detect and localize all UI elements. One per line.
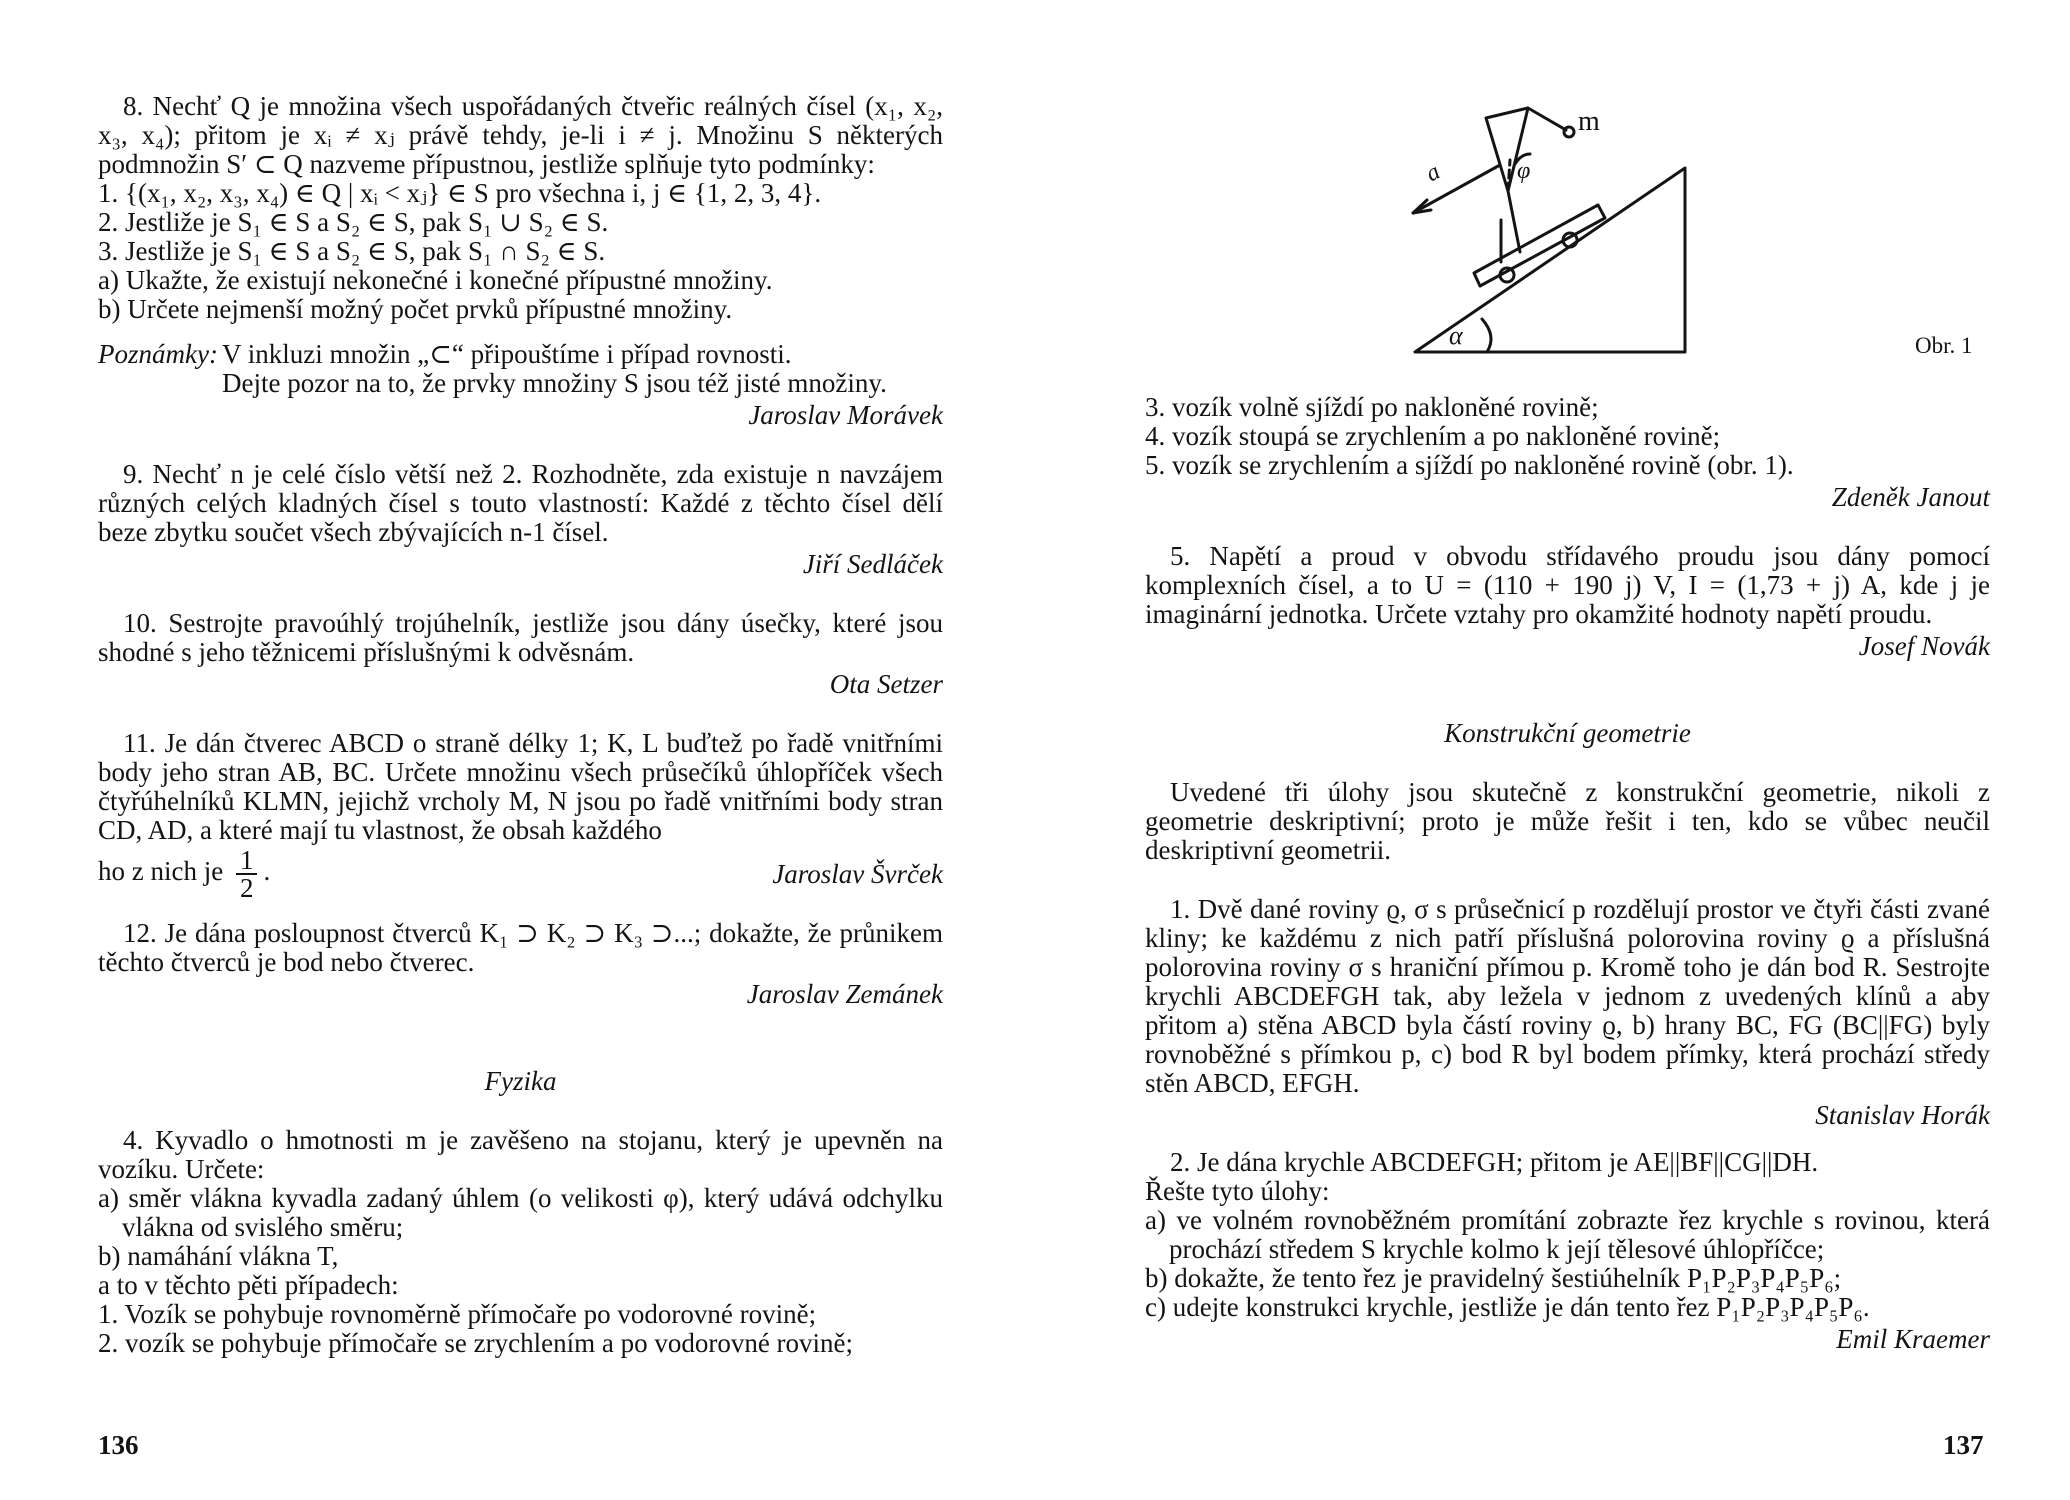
physics-4-case-1: 1. Vozík se pohybuje rovnoměrně přímočaře po vodorovné rovině; <box>98 1299 817 1329</box>
problem-8-condition-1: 1. {(x₁, x₂, x₃, x₄) ∈ Q | xᵢ < xⱼ} ∈ S pro všechna i, j ∈ {1, 2, 3, 4}. <box>98 178 822 208</box>
geometry-2-task-a: a) ve volném rovnoběžném promítání zobrazte řez krychle s rovinou, která prochází středem S krychle kolmo k její tělesové úhlopříčce; <box>1145 1205 1990 1264</box>
geometry-intro: Uvedené tři úlohy jsou skutečně z konstrukční geometrie, nikoli z geometrie deskriptivní; proto je může řešit i ten, kdo se vůbec neučil deskriptivní geometrii. <box>1145 777 1990 865</box>
geometry-2-author: Emil Kraemer <box>1836 1324 1990 1354</box>
problem-8-task-a: a) Ukažte, že existují nekonečné i konečné přípustné množiny. <box>98 265 773 295</box>
right-page <box>1035 0 2070 1500</box>
cart-platform <box>1474 205 1605 286</box>
problem-9-statement: 9. Nechť n je celé číslo větší než 2. Rozhodněte, zda existuje n navzájem různých celých kladných čísel s touto vlastností: Každé z těchto čísel dělí beze zbytku součet všech zbývajících n-1 čísel. <box>98 459 943 547</box>
fraction-denominator: 2 <box>239 873 254 903</box>
problem-11-end: z nich je <box>131 856 224 887</box>
fraction-numerator: 1 <box>236 847 258 875</box>
physics-5-author: Josef Novák <box>1858 631 1990 661</box>
geometry-2-task-c: c) udejte konstrukci krychle, jestliže je dán tento řez P₁P₂P₃P₄P₅P₆. <box>1145 1292 1870 1322</box>
problem-12-statement: 12. Je dána posloupnost čtverců K₁ ⊃ K₂ ⊃ K₃ ⊃...; dokažte, že průnikem těchto čtverců je bod nebo čtverec. <box>98 918 943 977</box>
note-line-1: V inkluzi množin „⊂“ připouštíme i případ rovnosti. <box>222 339 792 369</box>
inclined-plane-figure <box>1385 88 1955 368</box>
problem-12-author: Jaroslav Zemánek <box>746 979 943 1009</box>
problem-9-author: Jiří Sedláček <box>802 549 943 579</box>
problem-11-last-line <box>98 847 943 901</box>
problem-11-syllable: ho <box>98 856 125 887</box>
problem-11-author: Jaroslav Švrček <box>772 858 943 889</box>
problem-8-condition-2: 2. Jestliže je S₁ ∈ S a S₂ ∈ S, pak S₁ ∪ S₂ ∈ S. <box>98 207 609 237</box>
problem-8-note <box>98 340 943 398</box>
problem-11-fraction-line: ho z nich je $\frac{1}{2}$ . <box>98 845 271 903</box>
figure-label-phi: φ <box>1517 158 1531 184</box>
figure-label-a: a <box>1421 158 1445 188</box>
note-line-2: Dejte pozor na to, že prvky množiny S jsou též jisté množiny. <box>222 368 887 398</box>
physics-4-case-4: 4. vozík stoupá se zrychlením a po nakloněné rovině; <box>1145 421 1721 451</box>
physics-4-case-2: 2. vozík se pohybuje přímočaře se zrychlením a po vodorovné rovině; <box>98 1328 854 1358</box>
problem-8-task-b: b) Určete nejmenší možný počet prvků přípustné množiny. <box>98 294 733 324</box>
problem-8-author: Jaroslav Morávek <box>748 400 943 430</box>
geometry-2-tasks-intro: Řešte tyto úlohy: <box>1145 1176 1330 1206</box>
geometry-2-statement: 2. Je dána krychle ABCDEFGH; přitom je AE||BF||CG||DH. <box>1170 1147 1819 1177</box>
problem-8-condition-3: 3. Jestliže je S₁ ∈ S a S₂ ∈ S, pak S₁ ∩ S₂ ∈ S. <box>98 236 606 266</box>
note-body <box>222 340 943 398</box>
figure-caption: Obr. 1 <box>1915 333 1973 358</box>
figure-label-m: m <box>1578 106 1600 137</box>
page-number-right: 137 <box>1943 1430 1984 1460</box>
physics-4-statement: 4. Kyvadlo o hmotnosti m je zavěšeno na stojanu, který je upevněn na vozíku. Určete: <box>98 1125 943 1184</box>
physics-4-task-a: a) směr vlákna kyvadla zadaný úhlem (o velikosti φ), který udává odchylku vlákna od svislého směru; <box>98 1183 943 1242</box>
pendulum-bob <box>1564 127 1574 137</box>
physics-4-cases-intro: a to v těchto pěti případech: <box>98 1270 399 1300</box>
physics-4-case-3: 3. vozík volně sjíždí po nakloněné rovině; <box>1145 392 1599 422</box>
geometry-1-author: Stanislav Horák <box>1815 1100 1990 1130</box>
vertical-reference <box>1508 160 1510 191</box>
problem-10-author: Ota Setzer <box>829 669 943 699</box>
problem-11-statement: 11. Je dán čtverec ABCD o straně délky 1; K, L buďtež po řadě vnitřními body jeho stran AB, BC. Určete množinu všech průsečíků úhlopříček všech čtyřúhelníků KLMN, jejichž vrcholy M, N jsou po řadě vnitřními body stran CD, AD, a které mají tu vlastnost, že obsah každého <box>98 728 943 845</box>
note-label: Poznámky: <box>98 339 218 369</box>
physics-4-task-b: b) namáhání vlákna T, <box>98 1241 339 1271</box>
physics-5-statement: 5. Napětí a proud v obvodu střídavého proudu jsou dány pomocí komplexních čísel, a to U = (110 + 190 j) V, I = (1,73 + j) A, kde j je imaginární jednotka. Určete vztahy pro okamžité hodnoty napětí proudu. <box>1145 541 1990 629</box>
fraction-one-half <box>236 847 258 901</box>
right-text-column <box>1145 393 1990 1354</box>
left-text-column <box>98 92 943 1358</box>
physics-4-case-5: 5. vozík se zrychlením a sjíždí po nakloněné rovině (obr. 1). <box>1145 450 1794 480</box>
acceleration-arrow-head <box>1413 200 1431 213</box>
pendulum-string <box>1528 108 1566 130</box>
section-title-geometry: Konstrukční geometrie <box>1444 718 1691 748</box>
geometry-1-statement: 1. Dvě dané roviny ϱ, σ s průsečnicí p rozdělují prostor ve čtyři části zvané kliny; ke každému z nich patří příslušná polorovina roviny ϱ a příslušná polorovina roviny σ s hraniční přímou p. Kromě toho je dán bod R. Sestrojte krychli ABCDEFGH tak, aby ležela v jednom z uvedených klínů a aby přitom a) stěna ABCD byla částí roviny ϱ, b) hrany BC, FG (BC||FG) byly rovnoběžné s přímkou p, c) bod R byl bodem přímky, která prochází středy stěn ABCD, EFGH. <box>1145 894 1990 1098</box>
page-number-left: 136 <box>98 1430 139 1460</box>
section-title-physics: Fyzika <box>484 1066 557 1096</box>
problem-8-statement: 8. Nechť Q je množina všech uspořádaných čtveřic reálných čísel (x₁, x₂, x₃, x₄); přitom je xᵢ ≠ xⱼ právě tehdy, je-li i ≠ j. Množinu S některých podmnožin S′ ⊂ Q nazveme přípustnou, jestliže splňuje tyto podmínky: <box>98 91 943 179</box>
figure-label-alpha: α <box>1449 321 1463 350</box>
angle-alpha-arc <box>1482 319 1491 352</box>
problem-10-statement: 10. Sestrojte pravoúhlý trojúhelník, jestliže jsou dány úsečky, které jsou shodné s jeho těžnicemi příslušnými k odvěsnám. <box>98 608 943 667</box>
geometry-2-task-b: b) dokažte, že tento řez je pravidelný šestiúhelník P₁P₂P₃P₄P₅P₆; <box>1145 1263 1842 1293</box>
physics-4-author: Zdeněk Janout <box>1831 482 1990 512</box>
